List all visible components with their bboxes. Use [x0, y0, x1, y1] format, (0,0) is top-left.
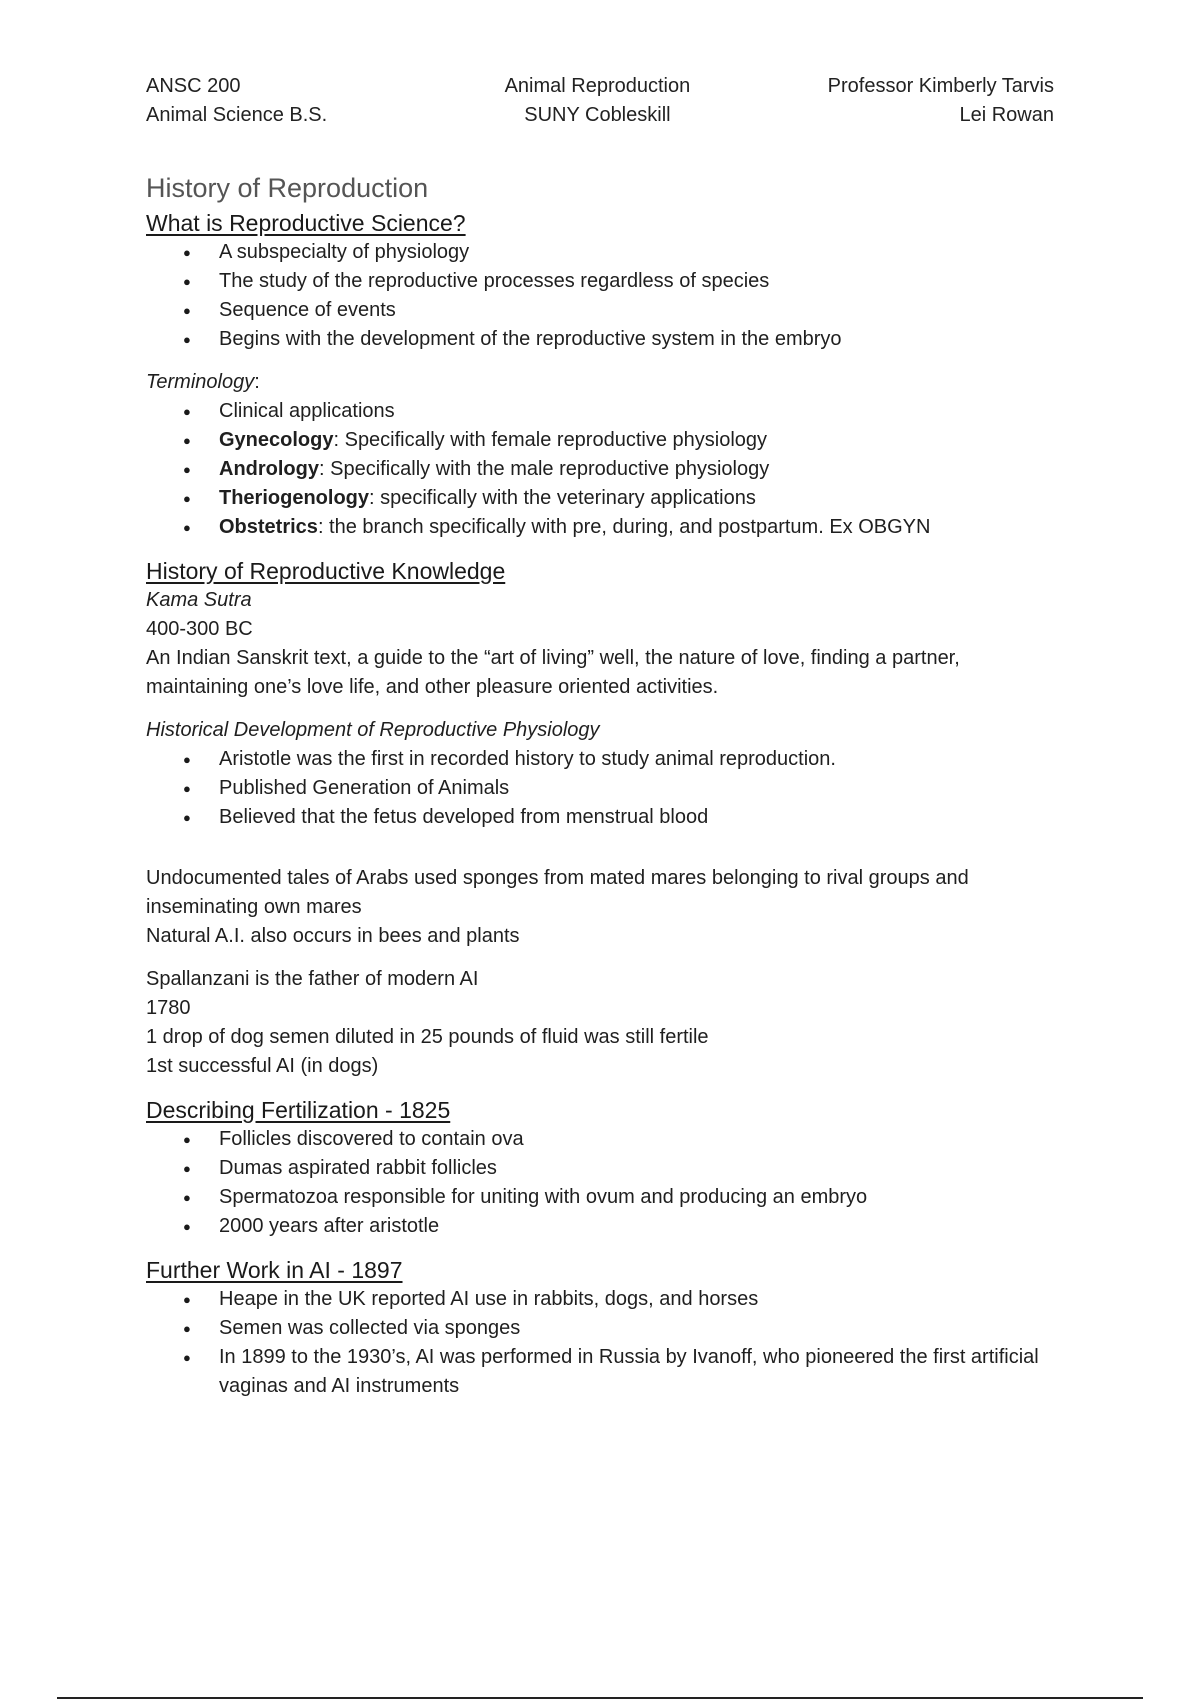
page-title: History of Reproduction: [146, 173, 429, 203]
section-heading-reproductive-science: What is Reproductive Science?: [146, 210, 466, 236]
document-header: [146, 72, 1054, 130]
spallanzani-line-4: 1st successful AI (in dogs): [146, 1055, 379, 1077]
reproductive-science-list: [146, 238, 1054, 354]
list-item: [146, 455, 1054, 484]
historical-development-label: Historical Development of Reproductive Physiology: [146, 719, 600, 741]
list-item: ● In 1899 to the 1930’s, AI was performed in Russia by Ivanoff, who pioneered the first artificial vaginas and AI instruments: [146, 1343, 1054, 1401]
list-item: ● Begins with the development of the reproductive system in the embryo: [146, 325, 1054, 354]
arabs-paragraph: Undocumented tales of Arabs used sponges from mated mares belonging to rival groups and inseminating own mares: [146, 867, 969, 918]
list-item: ● Sequence of events: [146, 296, 1054, 325]
course-title: Animal Reproduction: [504, 75, 691, 97]
list-item: ● Believed that the fetus developed from menstrual blood: [146, 803, 1054, 832]
list-item: ● Published Generation of Animals: [146, 774, 1054, 803]
terminology-list: [146, 397, 1054, 542]
terminology-label: [146, 368, 1054, 397]
course-code: ANSC 200: [146, 75, 241, 97]
list-item: ● Heape in the UK reported AI use in rabbits, dogs, and horses: [146, 1285, 1054, 1314]
term: Obstetrics: [219, 516, 318, 538]
list-item: ● Clinical applications: [146, 397, 1054, 426]
list-item: ● Dumas aspirated rabbit follicles: [146, 1154, 1054, 1183]
institution: SUNY Cobleskill: [524, 104, 671, 126]
term-definition: : the branch specifically with pre, during, and postpartum. Ex OBGYN: [317, 516, 931, 538]
section-heading-fertilization: Describing Fertilization - 1825: [146, 1097, 451, 1123]
list-item: ● Aristotle was the first in recorded history to study animal reproduction.: [146, 745, 1054, 774]
student-name: Lei Rowan: [959, 104, 1054, 126]
kama-sutra-description: An Indian Sanskrit text, a guide to the “art of living” well, the nature of love, finding a partner, maintaining one’s love life, and other pleasure oriented activities.: [146, 647, 960, 698]
natural-ai-paragraph: Natural A.I. also occurs in bees and plants: [146, 925, 520, 947]
header-right: [828, 72, 1054, 130]
term-definition: : Specifically with female reproductive physiology: [333, 429, 768, 451]
spallanzani-line-2: 1780: [146, 997, 191, 1019]
header-center: [505, 72, 691, 130]
program-name: Animal Science B.S.: [146, 104, 328, 126]
header-left: [146, 72, 327, 130]
list-item: ● A subspecialty of physiology: [146, 238, 1054, 267]
document-page: [146, 72, 1054, 1401]
spallanzani-line-1: Spallanzani is the father of modern AI: [146, 968, 479, 990]
historical-development-list: [146, 745, 1054, 832]
list-item: ● The study of the reproductive processes regardless of species: [146, 267, 1054, 296]
list-item: ● Follicles discovered to contain ova: [146, 1125, 1054, 1154]
fertilization-list: [146, 1125, 1054, 1241]
list-item: [146, 513, 1054, 542]
kama-sutra-date: 400-300 BC: [146, 618, 253, 640]
list-item: ● Semen was collected via sponges: [146, 1314, 1054, 1343]
list-item: [146, 426, 1054, 455]
page-bottom-divider: [57, 1697, 1143, 1699]
terminology-label-text: Terminology: [146, 371, 255, 393]
term-definition: : Specifically with the male reproductive physiology: [319, 458, 770, 480]
term: Andrology: [219, 458, 319, 480]
professor-name: Professor Kimberly Tarvis: [827, 75, 1054, 97]
further-ai-list: [146, 1285, 1054, 1401]
list-item: [146, 484, 1054, 513]
terminology-colon: :: [254, 371, 260, 393]
kama-sutra-title: Kama Sutra: [146, 589, 252, 611]
term-definition: : specifically with the veterinary applications: [369, 487, 756, 509]
spallanzani-line-3: 1 drop of dog semen diluted in 25 pounds of fluid was still fertile: [146, 1026, 709, 1048]
list-item: ● Spermatozoa responsible for uniting with ovum and producing an embryo: [146, 1183, 1054, 1212]
list-item: ● 2000 years after aristotle: [146, 1212, 1054, 1241]
section-heading-further-ai: Further Work in AI - 1897: [146, 1257, 403, 1283]
term: Theriogenology: [219, 487, 369, 509]
term: Gynecology: [219, 429, 334, 451]
section-heading-history: History of Reproductive Knowledge: [146, 558, 506, 584]
